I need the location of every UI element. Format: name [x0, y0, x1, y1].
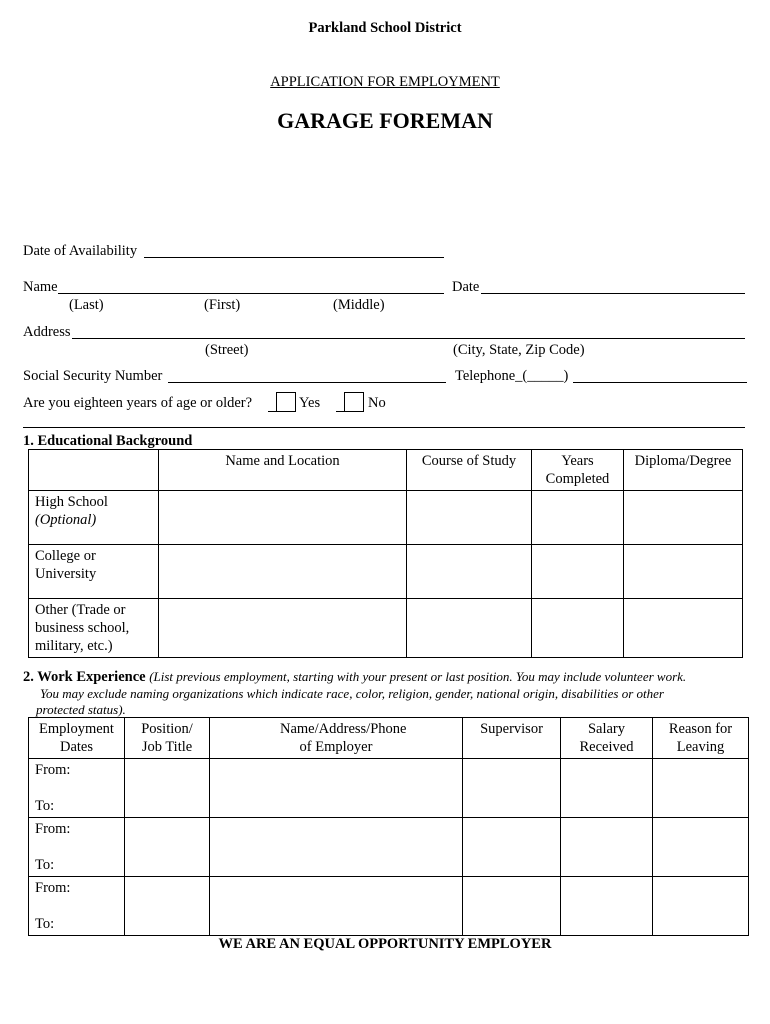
education-col-diploma: Diploma/Degree	[624, 450, 743, 491]
age-question: Are you eighteen years of age or older?	[23, 395, 253, 411]
address-label: Address	[23, 324, 71, 340]
no-underscore	[336, 411, 344, 412]
section-divider	[23, 427, 745, 428]
equal-opportunity-statement: WE ARE AN EQUAL OPPORTUNITY EMPLOYER	[218, 936, 552, 952]
highschool-label: High School	[35, 494, 108, 510]
work-heading-line	[23, 669, 686, 686]
age-yes-label: Yes	[299, 395, 321, 411]
work-header-row	[29, 718, 749, 759]
college-name-cell[interactable]	[159, 545, 407, 599]
other-years-cell[interactable]	[532, 599, 624, 658]
work-row	[29, 877, 749, 936]
education-col-years-text: Years Completed	[545, 453, 610, 487]
work-position-cell[interactable]	[125, 877, 210, 936]
availability-field[interactable]	[144, 241, 444, 258]
work-position-cell[interactable]	[125, 818, 210, 877]
telephone-field[interactable]	[573, 366, 747, 383]
college-course-cell[interactable]	[407, 545, 532, 599]
from-label: From:	[35, 880, 71, 896]
education-row-label	[29, 491, 159, 545]
first-name-caption: (First)	[204, 297, 241, 313]
to-label: To:	[35, 916, 55, 932]
work-employer-cell[interactable]	[210, 818, 463, 877]
availability-label: Date of Availability	[23, 243, 138, 259]
work-dates-cell[interactable]	[29, 818, 125, 877]
position-title: GARAGE FOREMAN	[277, 108, 493, 133]
college-years-cell[interactable]	[532, 545, 624, 599]
education-col-name-location: Name and Location	[159, 450, 407, 491]
work-row	[29, 818, 749, 877]
work-employer-cell[interactable]	[210, 877, 463, 936]
to-label: To:	[35, 798, 55, 814]
district-name: Parkland School District	[308, 20, 462, 36]
work-position-cell[interactable]	[125, 759, 210, 818]
street-caption: (Street)	[205, 342, 249, 358]
optional-label: (Optional)	[35, 512, 97, 528]
education-col-course: Course of Study	[407, 450, 532, 491]
age-no-checkbox[interactable]	[344, 392, 364, 412]
from-label: From:	[35, 762, 71, 778]
other-diploma-cell[interactable]	[624, 599, 743, 658]
age-yes-checkbox[interactable]	[276, 392, 296, 412]
work-supervisor-cell[interactable]	[463, 759, 561, 818]
work-reason-cell[interactable]	[653, 877, 749, 936]
ssn-label: Social Security Number	[23, 368, 163, 384]
education-row-college	[29, 545, 743, 599]
highschool-course-cell[interactable]	[407, 491, 532, 545]
work-table	[28, 717, 749, 936]
highschool-name-cell[interactable]	[159, 491, 407, 545]
city-state-zip-caption: (City, State, Zip Code)	[453, 342, 585, 358]
work-note-line2: You may exclude naming organizations which indicate race, color, religion, gender, national origin, disabilities or other	[40, 686, 664, 701]
to-label: To:	[35, 857, 55, 873]
work-col-reason: Reason for Leaving	[653, 718, 749, 759]
education-header-row	[29, 450, 743, 491]
work-col-position: Position/ Job Title	[125, 718, 210, 759]
work-note: (List previous employment, starting with your present or last position. You may include volunteer work.	[149, 669, 687, 684]
work-employer-cell[interactable]	[210, 759, 463, 818]
education-header-blank	[29, 450, 159, 491]
work-salary-cell[interactable]	[561, 877, 653, 936]
work-salary-cell[interactable]	[561, 818, 653, 877]
work-dates-cell[interactable]	[29, 759, 125, 818]
other-name-cell[interactable]	[159, 599, 407, 658]
other-course-cell[interactable]	[407, 599, 532, 658]
education-row-highschool	[29, 491, 743, 545]
work-heading: 2. Work Experience	[23, 669, 146, 685]
work-supervisor-cell[interactable]	[463, 818, 561, 877]
age-no-label: No	[368, 395, 386, 411]
highschool-years-cell[interactable]	[532, 491, 624, 545]
work-col-supervisor: Supervisor	[463, 718, 561, 759]
work-reason-cell[interactable]	[653, 759, 749, 818]
middle-name-caption: (Middle)	[333, 297, 385, 313]
education-heading: 1. Educational Background	[23, 433, 193, 449]
other-label: Other (Trade or business school, military, etc.)	[29, 599, 159, 658]
work-row	[29, 759, 749, 818]
education-table	[28, 449, 743, 658]
last-name-caption: (Last)	[69, 297, 104, 313]
college-label: College or University	[29, 545, 159, 599]
date-field[interactable]	[481, 277, 745, 294]
work-note-line3: protected status).	[36, 702, 126, 717]
work-reason-cell[interactable]	[653, 818, 749, 877]
work-salary-cell[interactable]	[561, 759, 653, 818]
work-col-salary: Salary Received	[561, 718, 653, 759]
name-label: Name	[23, 279, 58, 295]
work-dates-cell[interactable]	[29, 877, 125, 936]
college-diploma-cell[interactable]	[624, 545, 743, 599]
address-field[interactable]	[72, 322, 745, 339]
work-col-dates: Employment Dates	[29, 718, 125, 759]
name-field[interactable]	[58, 277, 444, 294]
work-supervisor-cell[interactable]	[463, 877, 561, 936]
ssn-field[interactable]	[168, 366, 446, 383]
date-label: Date	[452, 279, 480, 295]
work-col-employer: Name/Address/Phone of Employer	[210, 718, 463, 759]
telephone-label: Telephone_(_____)	[455, 368, 569, 384]
from-label: From:	[35, 821, 71, 837]
education-col-years	[532, 450, 624, 491]
education-row-other	[29, 599, 743, 658]
yes-underscore	[268, 411, 276, 412]
form-title: APPLICATION FOR EMPLOYMENT	[270, 74, 500, 90]
highschool-diploma-cell[interactable]	[624, 491, 743, 545]
